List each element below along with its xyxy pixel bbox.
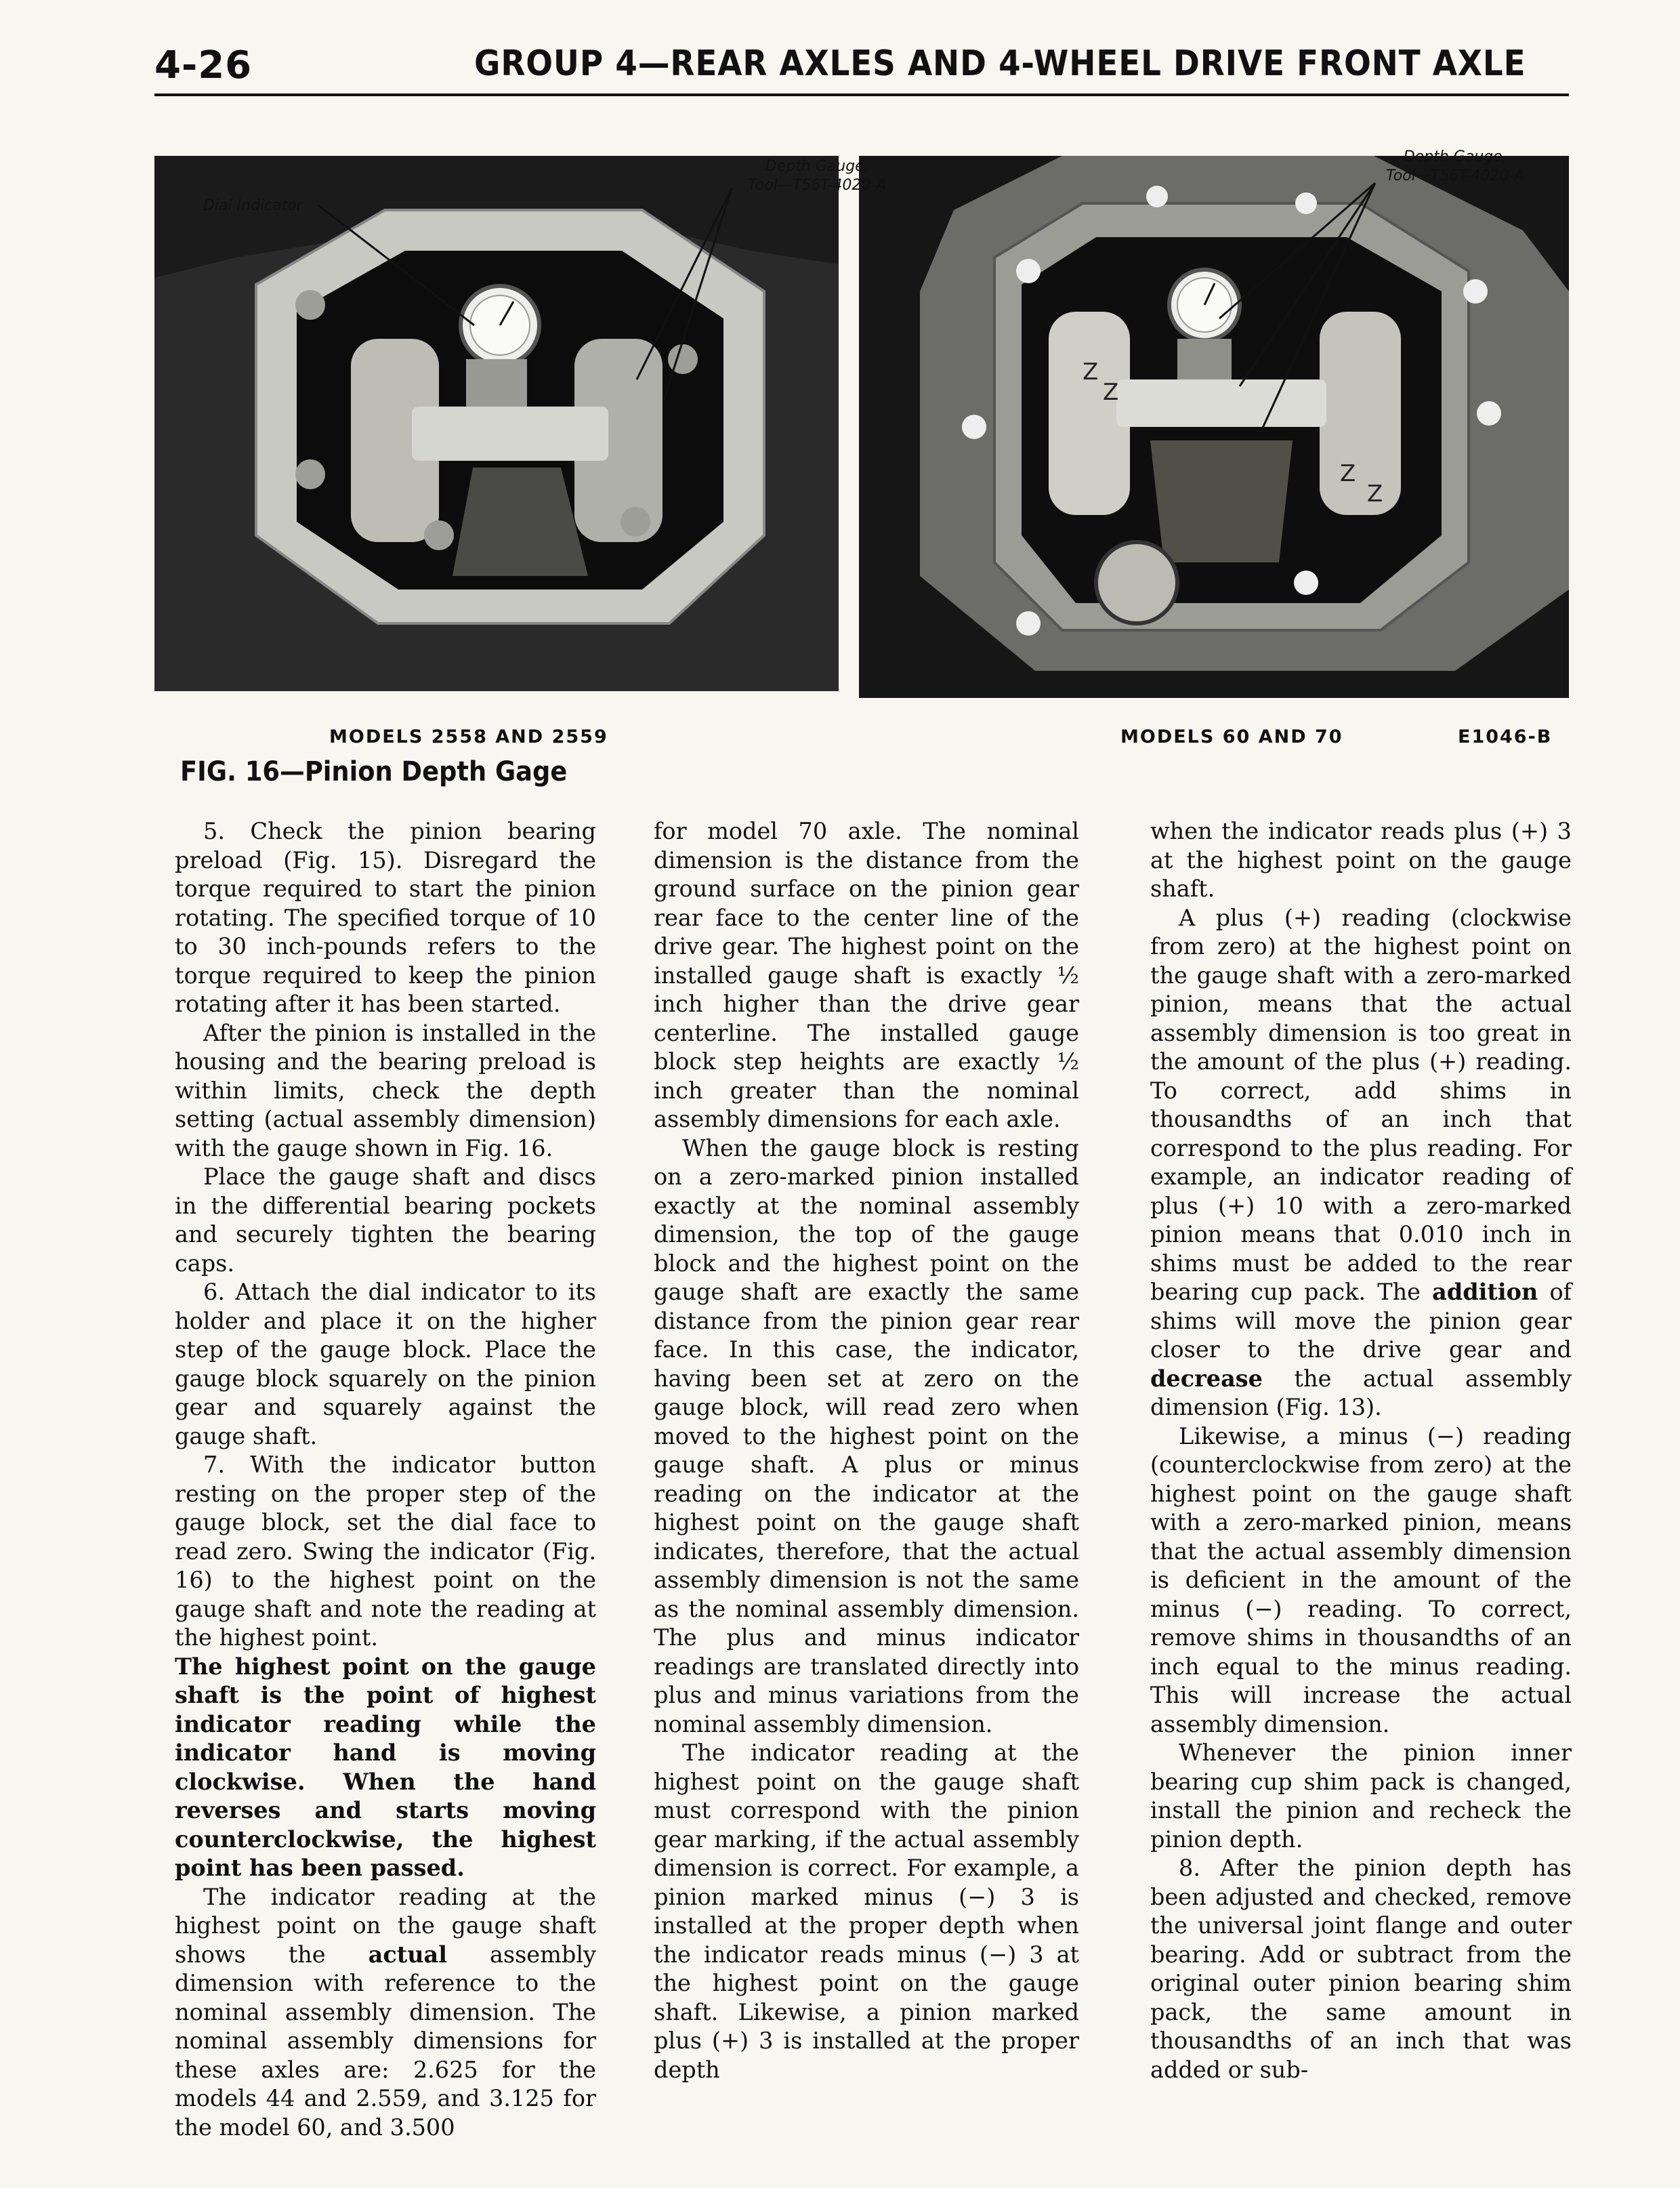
text-column-1 (175, 817, 596, 2142)
paragraph: After the pinion is installed in the housing and the bearing preload is within limits, check the depth setting (actual assembly dimension) with the gauge shown in Fig. 16. (175, 1019, 596, 1161)
text-column-2 (654, 817, 1079, 2084)
text-column-3 (1150, 817, 1572, 2084)
paragraph: when the indicator reads plus (+) 3 at the highest point on the gauge shaft. (1150, 818, 1572, 902)
paragraph: When the gauge block is resting on a zero-marked pinion installed exactly at the nominal assembly dimension, the top of the gauge block and the highest point on the gauge shaft are exactly the same distance from the pinion gear rear face. In this case, the indicator, having been set at zero on the gauge block, will read zero when moved to the highest point on the gauge shaft. A plus or minus reading on the indicator at the highest point on the gauge shaft indicates, therefore, that the actual assembly dimension is not the same as the nominal assembly dimension. The plus and minus indicator readings are translated directly into plus and minus variations from the nominal assembly dimension. (654, 1134, 1079, 1737)
callout-depth-gauge-left (748, 157, 886, 195)
housing-mark: Z (1103, 379, 1119, 406)
paragraph: Whenever the pinion inner bearing cup shim pack is changed, install the pinion and recheck the pinion depth. (1150, 1739, 1572, 1853)
running-header-title: GROUP 4—REAR AXLES AND 4-WHEEL DRIVE FRONT AXLE (474, 43, 1526, 84)
paragraph (175, 1883, 596, 2143)
callout-leader-lines (0, 0, 1680, 745)
paragraph: Likewise, a minus (−) reading (counterclockwise from zero) at the highest point on the gauge shaft with a zero-marked pinion, means that the actual assembly dimension is deficient in the amount of the minus (−) reading. To correct, remove shims in thousandths of an inch equal to the minus reading. This will increase the actual assembly dimension. (1150, 1422, 1572, 1737)
text-run: The indicator reading at the highest point on the gauge shaft shows the (175, 1883, 596, 1968)
callout-line: Tool—T56T-4020-A (1386, 167, 1525, 184)
figure-caption: FIG. 16—Pinion Depth Gage (180, 756, 568, 787)
paragraph: Place the gauge shaft and discs in the differential bearing pockets and securely tighten the bearing caps. (175, 1163, 596, 1277)
callout-line: Tool—T56T-4020-A (748, 177, 887, 194)
model-caption-left: MODELS 2558 AND 2559 (329, 726, 608, 747)
text-run: assembly dimension with reference to the nominal assembly dimension. The nominal assembly dimensions for these axles are: 2.625 for the models 44 and 2.559, and 3.125 for the model 60, and 3.500 (175, 1941, 596, 2141)
callout-line: Depth Gauge, (765, 158, 869, 175)
figure-code: E1046-B (1458, 726, 1553, 747)
housing-mark: Z (1340, 460, 1356, 487)
paragraph: The indicator reading at the highest point on the gauge shaft must correspond with the pinion gear marking, if the actual assembly dimension is correct. For example, a pinion marked minus (−) 3 is installed at the proper depth when the indicator reads minus (−) 3 at the highest point on the gauge shaft. Likewise, a pinion marked plus (+) 3 is installed at the proper depth (654, 1739, 1079, 2083)
housing-mark: Z (1367, 480, 1383, 508)
bold-paragraph: The highest point on the gauge shaft is the point of highest indicator reading while the indicator hand is moving clockwise. When the hand reverses and starts moving counterclockwise, the highest point has been passed. (175, 1653, 596, 1881)
paragraph (1150, 904, 1572, 1422)
paragraph: 5. Check the pinion bearing preload (Fig. 15). Disregard the torque required to start the pinion rotating. The specified torque of 10 to 30 inch-pounds refers to the torque required to keep the pinion rotating after it has been started. (175, 818, 596, 1017)
bold-term: decrease (1150, 1365, 1263, 1392)
callout-line: Depth Gauge, (1403, 148, 1507, 165)
bold-term: addition (1432, 1279, 1538, 1305)
bold-term: actual (368, 1941, 447, 1968)
paragraph: for model 70 axle. The nominal dimension is the distance from the ground surface on the pinion gear rear face to the center line of the drive gear. The highest point on the installed gauge shaft is exactly ½ inch higher than the drive gear centerline. The installed gauge block step heights are exactly ½ inch greater than the nominal assembly dimensions for each axle. (654, 818, 1079, 1132)
page-number: 4-26 (154, 43, 253, 87)
paragraph: 7. With the indicator button resting on the proper step of the gauge block, set the dial face to read zero. Swing the indicator (Fig. 16) to the highest point on the gauge shaft and note the reading at the highest point. (175, 1451, 596, 1651)
text-run: of shims will move the pinion gear closer to the drive gear and (1150, 1279, 1572, 1363)
callout-dial-indicator: Dial Indicator (203, 197, 303, 214)
paragraph: 6. Attach the dial indicator to its holder and place it on the higher step of the gauge block. Place the gauge block squarely on the pinion gear and squarely against the gauge shaft. (175, 1279, 596, 1449)
text-run: A plus (+) reading (clockwise from zero) at the highest point on the gauge shaft with a zero-marked pinion, means that the actual assembly dimension is too great in the amount of the plus (+) reading. To correct, add shims in thousandths of an inch that correspond to the plus reading. For example, an indicator reading of plus (+) 10 with a zero-marked pinion means that 0.010 inch in shims must be added to the rear bearing cup pack. The (1150, 904, 1572, 1305)
text-run: the actual assembly dimension (Fig. 13). (1150, 1365, 1572, 1420)
callout-depth-gauge-right (1386, 148, 1524, 186)
housing-mark: Z (1083, 358, 1099, 386)
model-caption-right: MODELS 60 AND 70 (1120, 726, 1343, 747)
paragraph: 8. After the pinion depth has been adjusted and checked, remove the universal joint flange and outer bearing. Add or subtract from the original outer pinion bearing shim pack, the same amount in thousandths of an inch that was added or sub- (1150, 1855, 1572, 2083)
